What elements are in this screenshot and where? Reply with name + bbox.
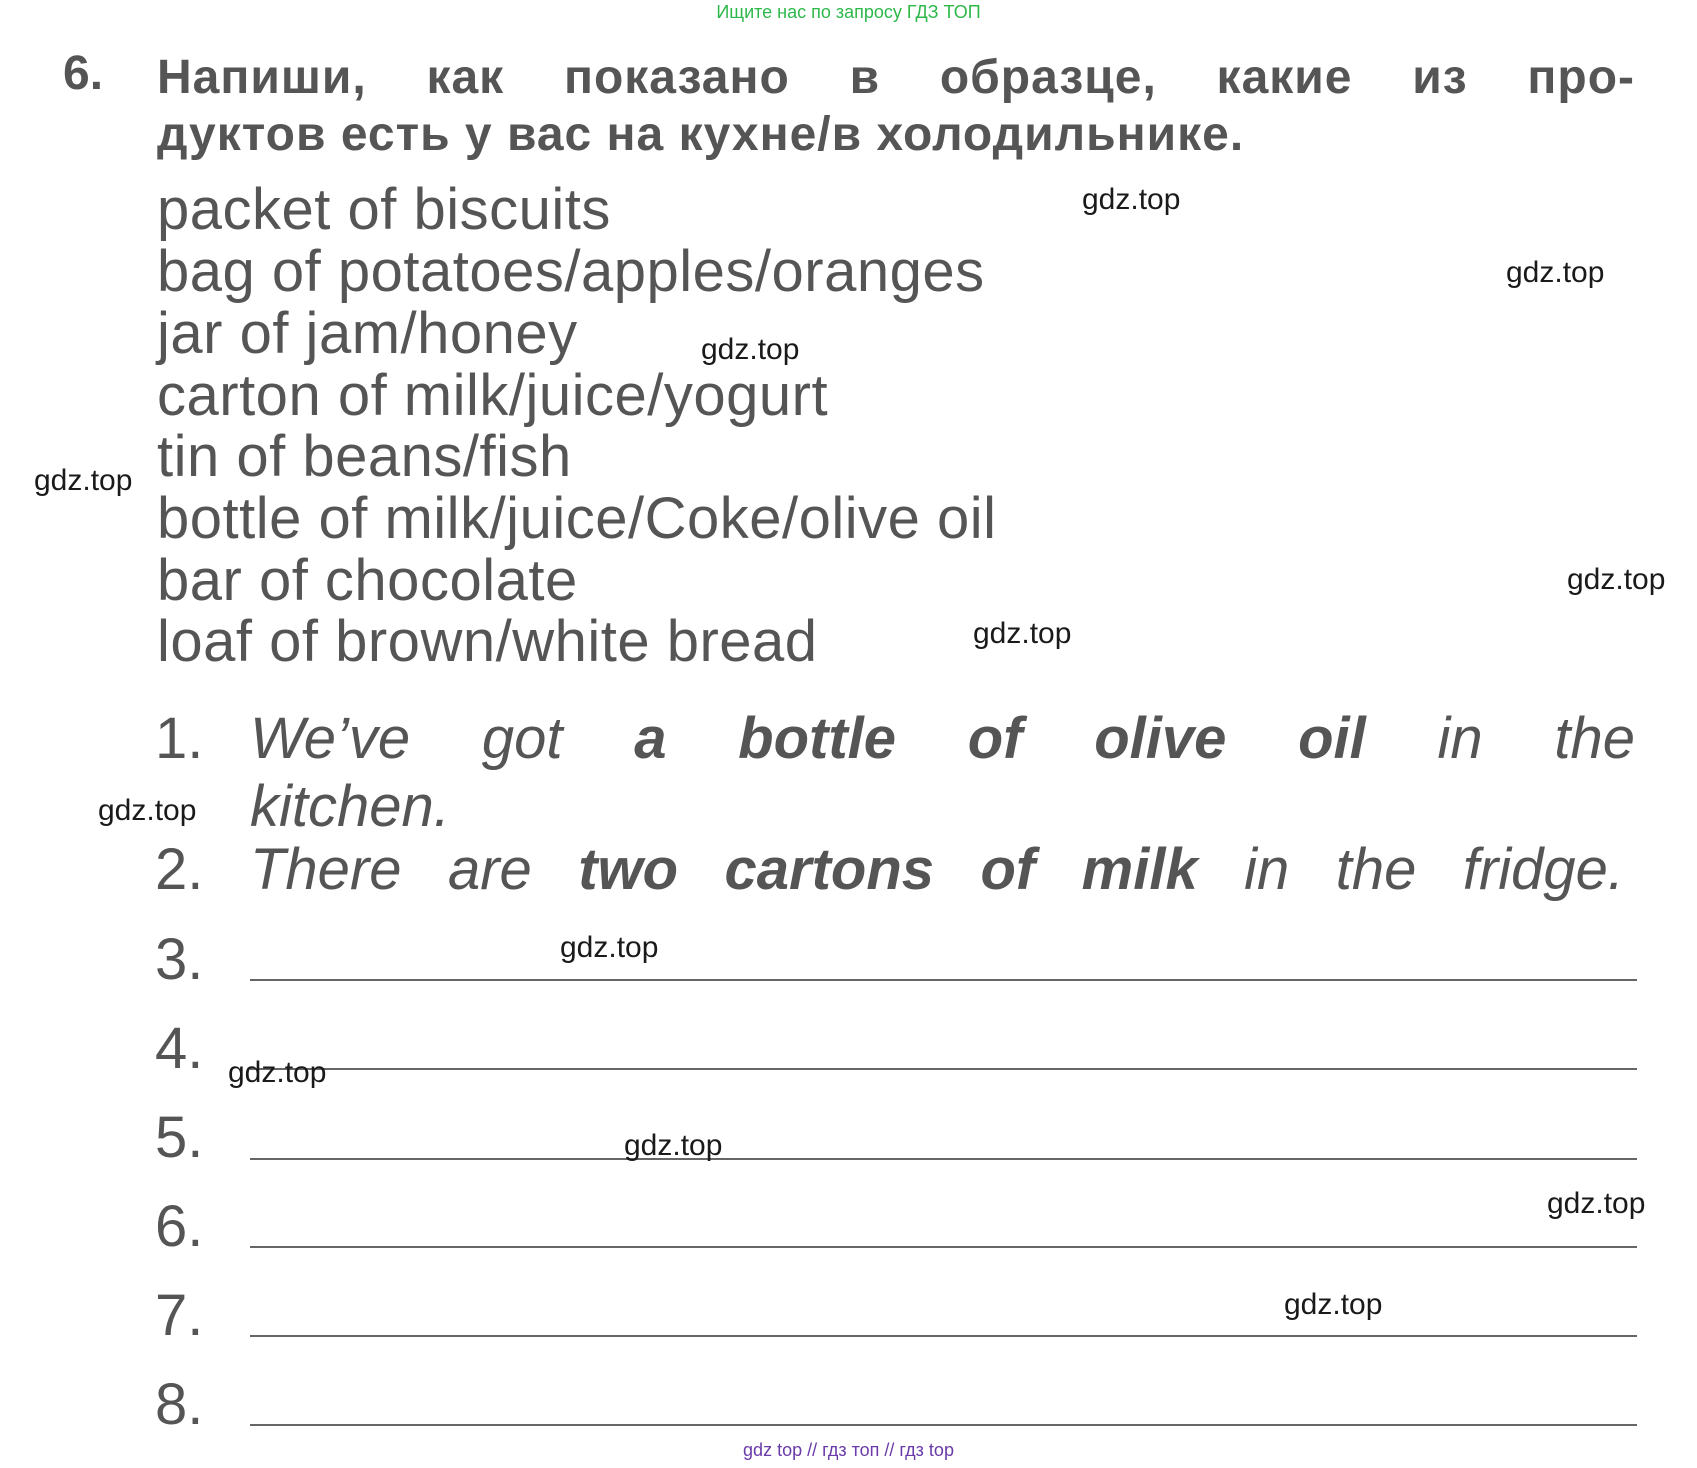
task-instruction-line-2: дуктов есть у вас на кухне/в холодильнике. [157, 108, 1245, 161]
answer-line-3[interactable] [250, 979, 1637, 981]
task-instruction-line-1: Напиши, как показано в образце, какие из про- [157, 51, 1635, 104]
answer-line-8[interactable] [250, 1424, 1637, 1426]
watermark: gdz.top [1082, 183, 1181, 216]
food-item: jar of jam/honey [157, 301, 578, 366]
answer-line-6[interactable] [250, 1246, 1637, 1248]
answer-number-8: 8. [155, 1372, 204, 1437]
answer-line-5[interactable] [250, 1158, 1637, 1160]
answer-line-7[interactable] [250, 1335, 1637, 1337]
answer-number-7: 7. [155, 1283, 204, 1348]
watermark: gdz.top [1567, 563, 1666, 596]
food-item: bag of potatoes/apples/oranges [157, 239, 985, 304]
food-item: bottle of milk/juice/Coke/olive oil [157, 486, 997, 551]
watermark: gdz.top [1284, 1288, 1383, 1321]
example-1-line-2: kitchen. [250, 774, 450, 839]
food-item: bar of chocolate [157, 548, 578, 613]
watermark: gdz.top [1506, 256, 1605, 289]
watermark: gdz.top [560, 931, 659, 964]
example-number-1: 1. [155, 706, 204, 771]
example-1-line-1: We’ve got a bottle of olive oil in the [250, 706, 1636, 771]
answer-number-4: 4. [155, 1016, 204, 1081]
watermark: gdz.top [624, 1129, 723, 1162]
watermark: gdz.top [34, 464, 133, 497]
bottom-banner: gdz top // гдз топ // гдз top [743, 1440, 954, 1460]
food-item: packet of biscuits [157, 177, 611, 242]
watermark: gdz.top [701, 333, 800, 366]
task-number: 6. [63, 47, 104, 100]
answer-number-3: 3. [155, 927, 204, 992]
food-item: loaf of brown/white bread [157, 609, 818, 674]
watermark: gdz.top [1547, 1187, 1646, 1220]
example-number-2: 2. [155, 837, 204, 902]
watermark: gdz.top [98, 794, 197, 827]
watermark: gdz.top [228, 1056, 327, 1089]
answer-number-6: 6. [155, 1194, 204, 1259]
watermark: gdz.top [973, 617, 1072, 650]
answer-line-4[interactable] [250, 1068, 1637, 1070]
food-item: tin of beans/fish [157, 424, 572, 489]
top-banner: Ищите нас по запросу ГДЗ ТОП [716, 2, 981, 22]
example-2: There are two cartons of milk in the fridge. [250, 837, 1625, 902]
answer-number-5: 5. [155, 1105, 204, 1170]
food-item: carton of milk/juice/yogurt [157, 363, 829, 428]
